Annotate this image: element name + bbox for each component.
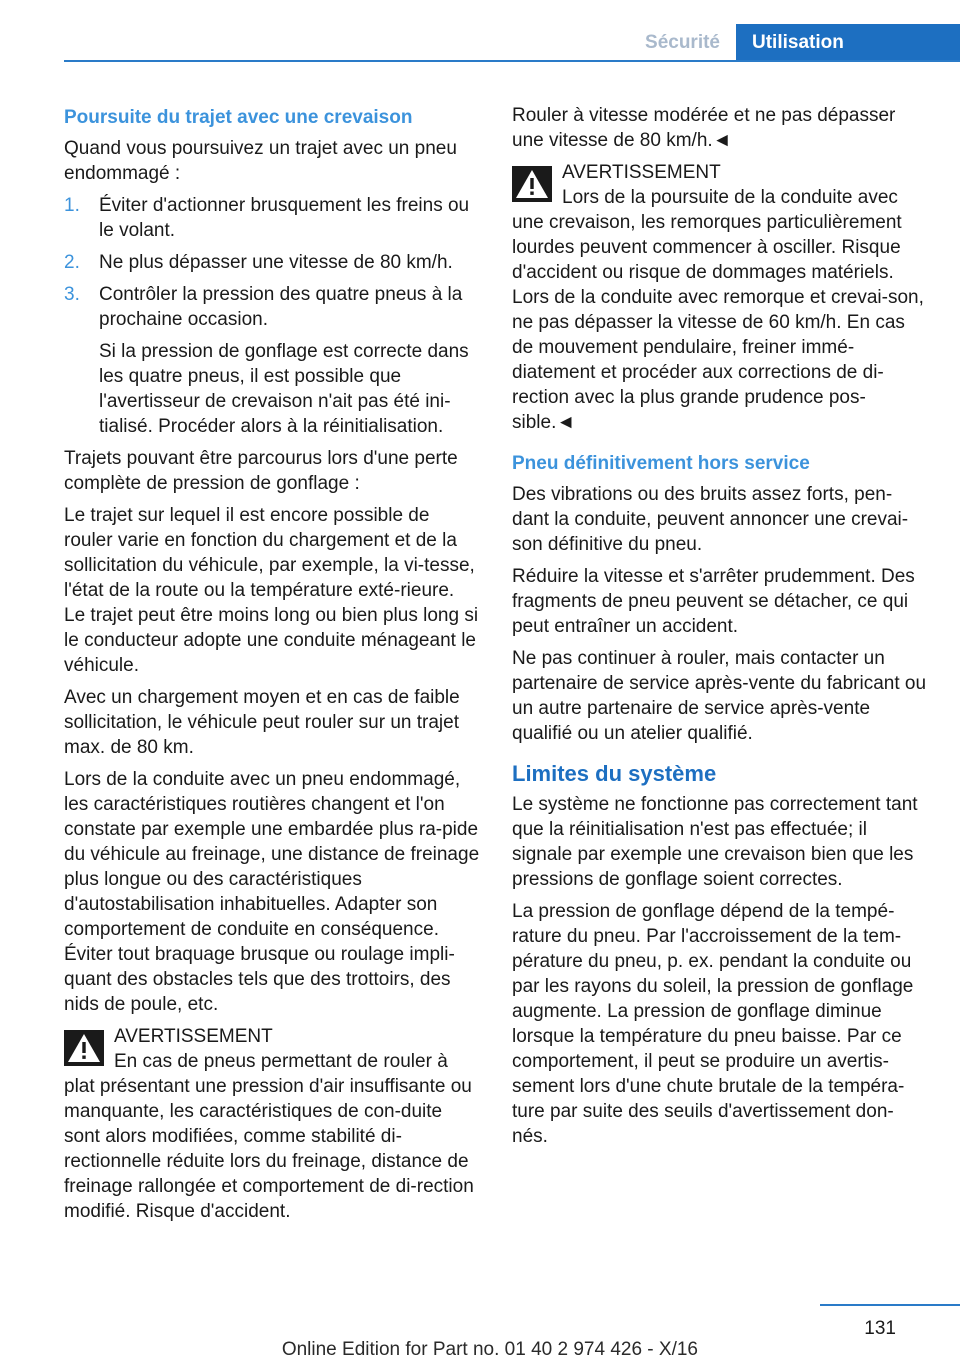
- list-item: [64, 282, 480, 439]
- warning-block: [64, 1024, 480, 1224]
- warning-triangle-icon: [512, 166, 552, 202]
- header-rule: [64, 60, 960, 62]
- paragraph: Le trajet sur lequel il est encore possible de rouler varie en fonction du chargement et de la sollicitation du véhicule, par exemple, la vi‐tesse, l'état de la route ou la température exté‐rieure. Le trajet peut être moins long ou bien plus long si le conducteur adopte une conduite ménageant le véhicule.: [64, 505, 479, 676]
- paragraph: Lors de la conduite avec un pneu endommagé, les caractéristiques routières changent et l'on constate par exemple une embardée plus ra‐pide du véhicule au freinage, une distance de freinage plus longue ou des caractéristiques d'autostabilisation inhabituelles. Adapter son comportement de conduite en conséquence. Éviter tout braquage brusque ou roulage impli‐quant des obstacles tels que des trottoirs, des nids de poule, etc.: [64, 769, 480, 1015]
- footer-edition: Online Edition for Part no. 01 40 2 974 426 - X/16: [281, 1339, 698, 1360]
- step-text: Contrôler la pression des quatre pneus à la prochaine occasion.: [99, 284, 463, 330]
- steps-list: [64, 193, 480, 439]
- step-number: 2.: [64, 252, 80, 273]
- warning-title: AVERTISSEMENT: [562, 162, 721, 183]
- tab-securite[interactable]: Sécurité: [645, 32, 720, 53]
- step-text: Éviter d'actionner brusquement les freins ou le volant.: [99, 195, 470, 241]
- page-number: 131: [864, 1318, 896, 1339]
- warning-text: Lors de la poursuite de la conduite avec une crevaison, les remorques particulièrement lourdes peuvent commencer à osciller. Risque d'accident ou risque de dommages matériels. Lors de la conduite avec remorque et crevai‐son, ne pas dépasser la vitesse de 60 km/h. En cas de mouvement pendulaire, freiner immé‐diatement et procéder aux corrections de di‐rection avec la plus grande prudence pos‐sible.◄: [512, 187, 924, 433]
- paragraph: Réduire la vitesse et s'arrêter prudemment. Des fragments de pneu peuvent se détacher, ce qui peut entraîner un accident.: [512, 566, 915, 637]
- step-subtext: Si la pression de gonflage est correcte dans les quatre pneus, il est possible que l'avertisseur de crevaison n'ait pas été ini‐tialisé. Procéder alors à la réinitialisation.: [99, 341, 469, 437]
- tab-utilisation[interactable]: Utilisation: [736, 24, 960, 62]
- warning-text: En cas de pneus permettant de rouler à plat présentant une pression d'air insuffisante ou manquante, les caractéristiques de con‐duite sont alors modifiées, comme stabilité di‐rectionnelle réduite lors du freinage, distance de freinage rallongée et comportement de di‐rection modifié. Risque d'accident.: [64, 1051, 474, 1222]
- paragraph: Avec un chargement moyen et en cas de faible sollicitation, le véhicule peut rouler sur un trajet max. de 80 km.: [64, 687, 460, 758]
- paragraph: Le système ne fonctionne pas correctement tant que la réinitialisation n'est pas effectuée; il signale par exemple une crevaison bien que les pressions de gonflage soient correctes.: [512, 794, 918, 890]
- heading-poursuite: Poursuite du trajet avec une crevaison: [64, 107, 413, 128]
- right-column: [512, 103, 928, 1156]
- paragraph: Rouler à vitesse modérée et ne pas dépasser une vitesse de 80 km/h.◄: [512, 105, 896, 151]
- list-item: [64, 250, 480, 275]
- paragraph: Trajets pouvant être parcourus lors d'une perte complète de pression de gonflage :: [64, 448, 458, 494]
- left-column: [64, 103, 480, 1232]
- warning-title: AVERTISSEMENT: [114, 1026, 273, 1047]
- paragraph: Ne pas continuer à rouler, mais contacter un partenaire de service après-vente du fabricant ou un autre partenaire de service après-vente qualifié ou un atelier qualifié.: [512, 648, 927, 744]
- footer-rule: [820, 1304, 960, 1306]
- paragraph: La pression de gonflage dépend de la tempé‐rature du pneu. Par l'accroissement de la tem‐pérature du pneu, p. ex. pendant la conduite ou par les rayons du soleil, la pression de gonflage augmente. La pression de gonflage diminue lorsque la température du pneu baisse. Par ce comportement, il peut se produire un avertis‐sement lors d'une chute brutale de la tempéra‐ture par suite des seuils d'avertissement don‐nés.: [512, 901, 914, 1147]
- section-title: Limites du système: [512, 761, 717, 786]
- heading-pneu-hors-service: Pneu définitivement hors service: [512, 453, 810, 474]
- step-number: 1.: [64, 195, 80, 216]
- step-text: Ne plus dépasser une vitesse de 80 km/h.: [99, 252, 453, 273]
- warning-block: [512, 160, 928, 435]
- warning-triangle-icon: [64, 1030, 104, 1066]
- step-number: 3.: [64, 284, 80, 305]
- paragraph: Des vibrations ou des bruits assez forts, pen‐dant la conduite, peuvent annoncer une crevai‐son définitive du pneu.: [512, 484, 909, 555]
- list-item: [64, 193, 480, 243]
- intro-paragraph: Quand vous poursuivez un trajet avec un pneu endommagé :: [64, 138, 457, 184]
